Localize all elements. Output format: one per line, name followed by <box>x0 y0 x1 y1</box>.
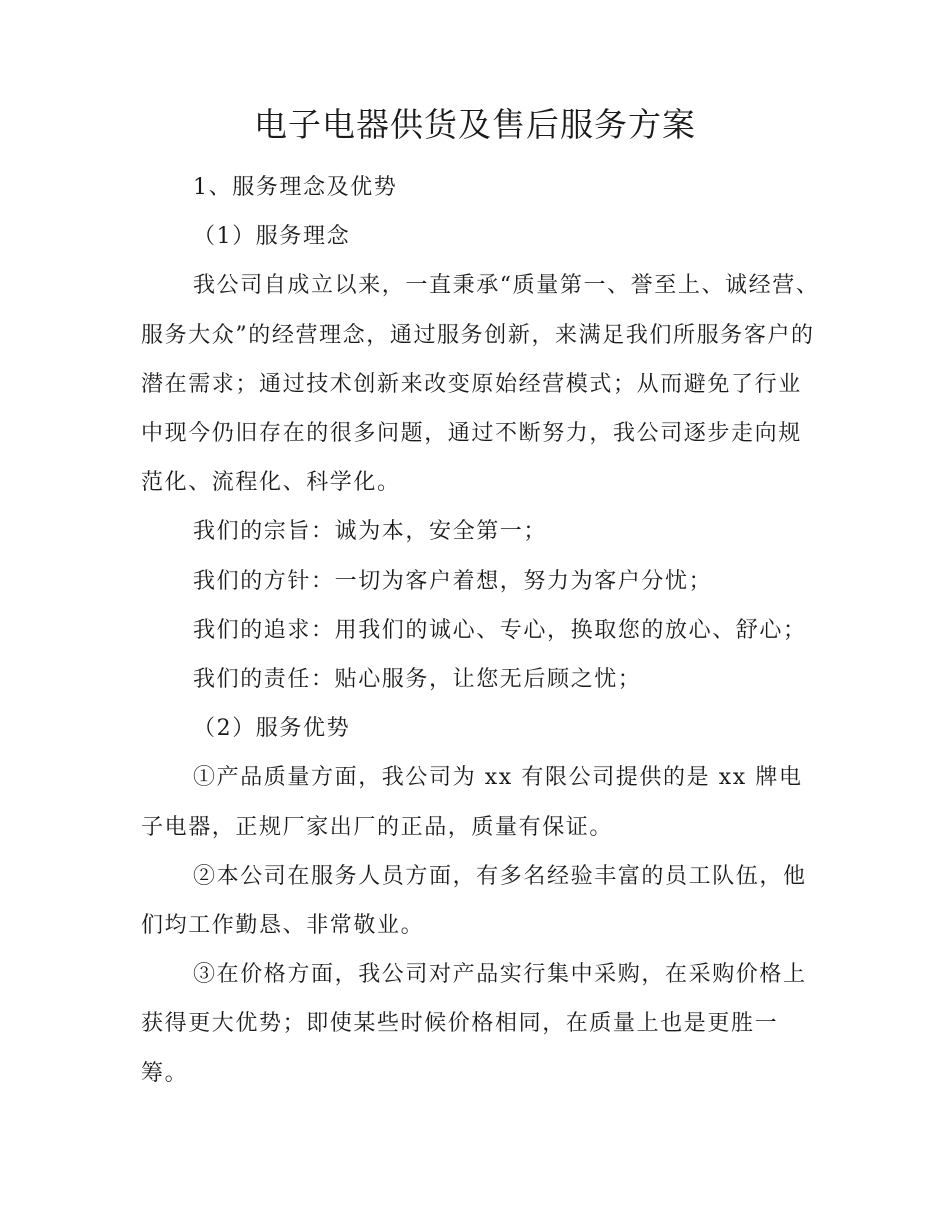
subsection-heading-advantages: （2）服务优势 <box>193 716 351 742</box>
pursuit-line: 我们的追求：用我们的诚心、专心，换取您的放心、舒心； <box>193 617 807 643</box>
document-body <box>141 163 821 1098</box>
advantage-quality: ①产品质量方面，我公司为 xx 有限公司提供的是 xx 牌电子电器，正规厂家出厂的正品，质量有保证。 <box>141 765 803 840</box>
responsibility-line: 我们的责任：贴心服务，让您无后顾之忧； <box>193 667 642 693</box>
advantage-staff: ②本公司在服务人员方面，有多名经验丰富的员工队伍，他们均工作勤恳、非常敬业。 <box>141 863 807 939</box>
intro-paragraph: 我公司自成立以来，一直秉承“质量第一、誉至上、诚经营、服务大众”的经营理念，通过服务创新，来满足我们所服务客户的潜在需求；通过技术创新来改变原始经营模式；从而避免了行业中现今仍旧存在的很多问题，通过不断努力，我公司逐步走向规范化、流程化、科学化。 <box>141 273 820 496</box>
advantage-price: ③在价格方面，我公司对产品实行集中采购，在采购价格上获得更大优势；即使某些时候价格相同，在质量上也是更胜一筹。 <box>141 962 807 1086</box>
subsection-heading-philosophy: （1）服务理念 <box>193 224 351 250</box>
section-heading: 1、服务理念及优势 <box>193 175 398 200</box>
tenet-line: 我们的宗旨：诚为本，安全第一； <box>193 519 548 545</box>
document-title: 电子电器供货及售后服务方案 <box>254 105 696 144</box>
policy-line: 我们的方针：一切为客户着想，努力为客户分忧； <box>193 568 713 594</box>
